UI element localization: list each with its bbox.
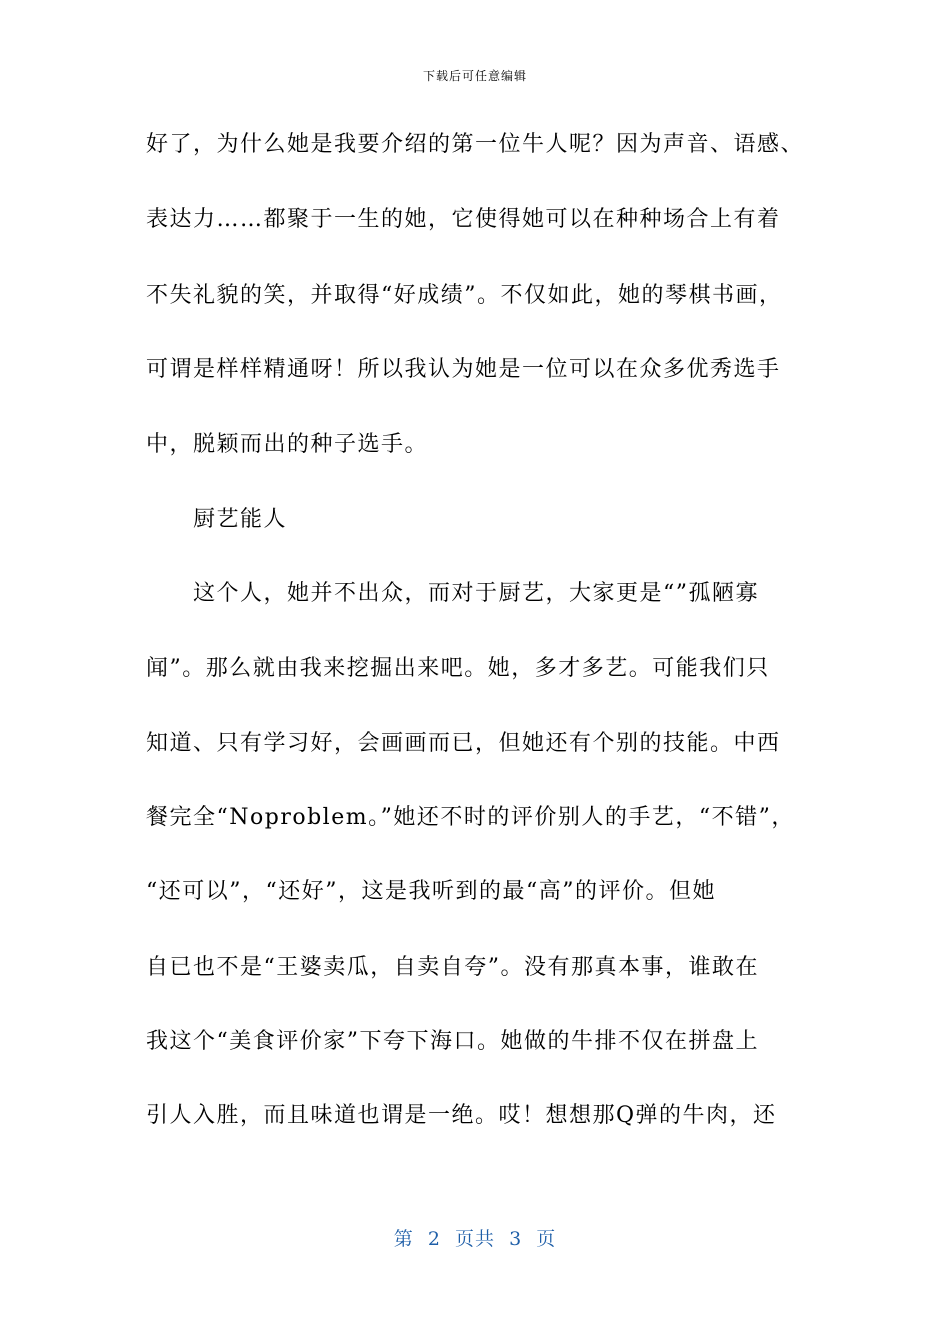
text-line: 餐完全“Noproblem。”她还不时的评价别人的手艺，“不错”， <box>146 805 795 830</box>
page-number-footer: 第 2 页共 3 页 <box>393 1228 557 1250</box>
text-line: 这个人，她并不出众，而对于厨艺，大家更是“”孤陋寡 <box>193 581 759 606</box>
text-line: 我这个“美食评价家”下夸下海口。她做的牛排不仅在拼盘上 <box>146 1029 759 1054</box>
text-line: 可谓是样样精通呀！所以我认为她是一位可以在众多优秀选手 <box>146 357 781 382</box>
page-header: 下载后可任意编辑 <box>422 69 527 83</box>
text-line: 自已也不是“王婆卖瓜，自卖自夸”。没有那真本事，谁敢在 <box>146 955 759 980</box>
text-line: 好了，为什么她是我要介绍的第一位牛人呢？因为声音、语感、 <box>146 132 805 157</box>
text-line: 闻”。那么就由我来挖掘出来吧。她，多才多艺。可能我们只 <box>146 656 770 681</box>
text-line: “还可以”，“还好”，这是我听到的最“高”的评价。但她 <box>146 879 716 904</box>
text-line: 中，脱颖而出的种子选手。 <box>146 432 429 457</box>
text-line: 不失礼貌的笑，并取得“好成绩”。不仅如此，她的琴棋书画， <box>146 283 783 308</box>
text-line: 表达力……都聚于一生的她，它使得她可以在种种场合上有着 <box>146 207 781 232</box>
text-line: 知道、只有学习好，会画画而已，但她还有个别的技能。中西 <box>146 731 781 756</box>
section-heading: 厨艺能人 <box>193 507 288 532</box>
text-line: 引人入胜，而且味道也谓是一绝。哎！想想那Q弹的牛肉，还 <box>146 1103 777 1128</box>
